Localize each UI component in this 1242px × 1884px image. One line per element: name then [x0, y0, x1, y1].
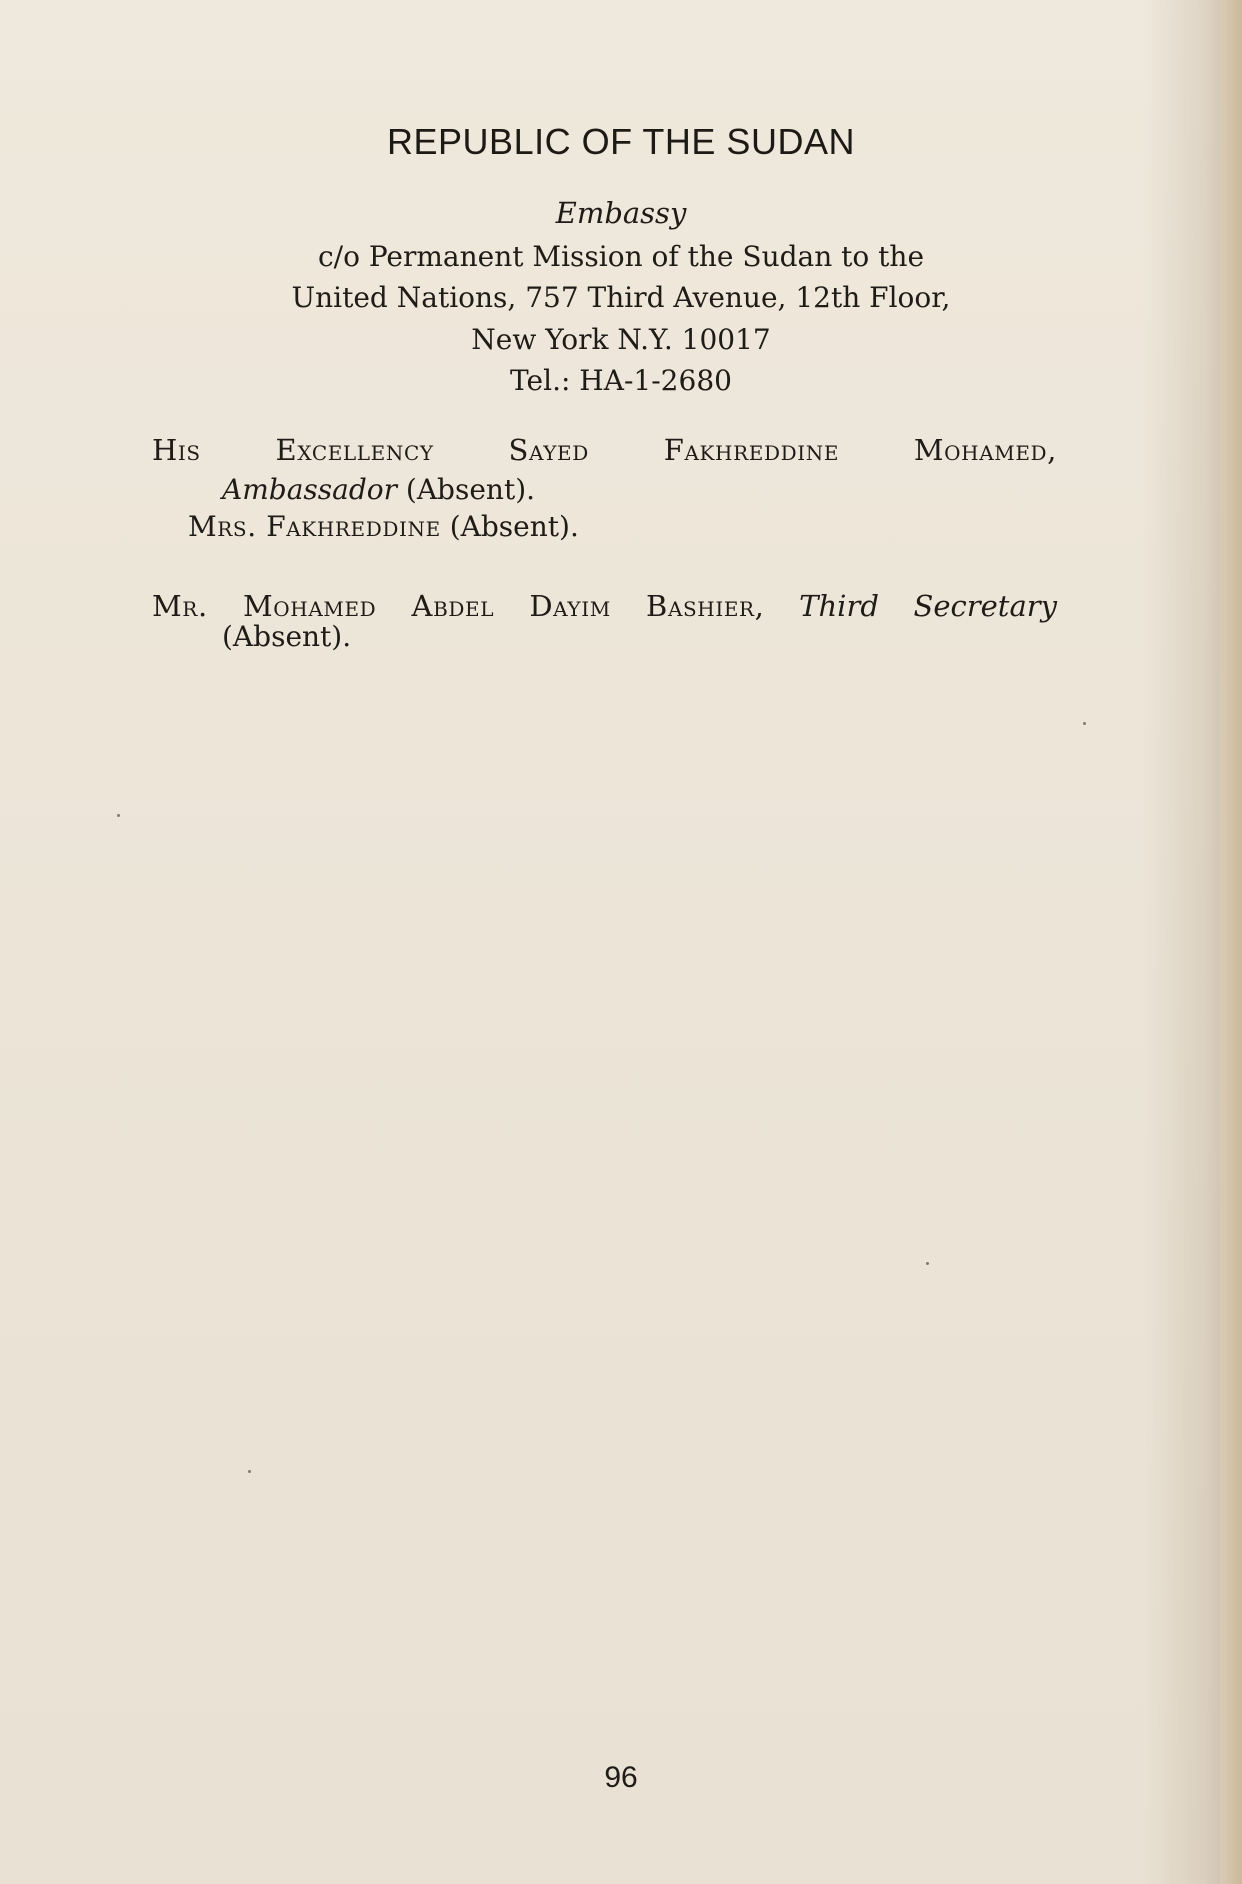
staff-status: (Absent).: [405, 473, 536, 506]
telephone-line: Tel.: HA-1-2680: [510, 364, 732, 397]
paper-speck: [248, 1470, 251, 1473]
country-heading: REPUBLIC OF THE SUDAN: [387, 121, 855, 162]
address-line: New York N.Y. 10017: [471, 323, 771, 356]
staff-title: Third Secretary: [799, 589, 1058, 623]
paper-speck: [1083, 722, 1086, 725]
section-subheading: Embassy: [555, 196, 687, 230]
staff-entry-ambassador-detail: [222, 470, 535, 510]
staff-entry-third-secretary-detail: [222, 617, 351, 657]
staff-name: Mr. Mohamed Abdel Dayim Bashier,: [152, 589, 765, 623]
staff-status: (Absent).: [449, 510, 579, 543]
staff-name: His Excellency Sayed Fakhreddine Mohamed,: [152, 433, 1057, 467]
paper-speck: [117, 814, 120, 817]
address-line: United Nations, 757 Third Avenue, 12th Floor,: [291, 281, 951, 314]
staff-entry-ambassador: [152, 430, 1057, 470]
page-number: 96: [604, 1761, 638, 1794]
staff-title: Ambassador: [222, 473, 397, 506]
staff-status: (Absent).: [222, 620, 352, 653]
paper-speck: [926, 1262, 929, 1265]
staff-name: Mrs. Fakhreddine: [188, 510, 441, 543]
address-line: c/o Permanent Mission of the Sudan to the: [317, 240, 925, 273]
staff-entry-spouse: [188, 507, 579, 547]
